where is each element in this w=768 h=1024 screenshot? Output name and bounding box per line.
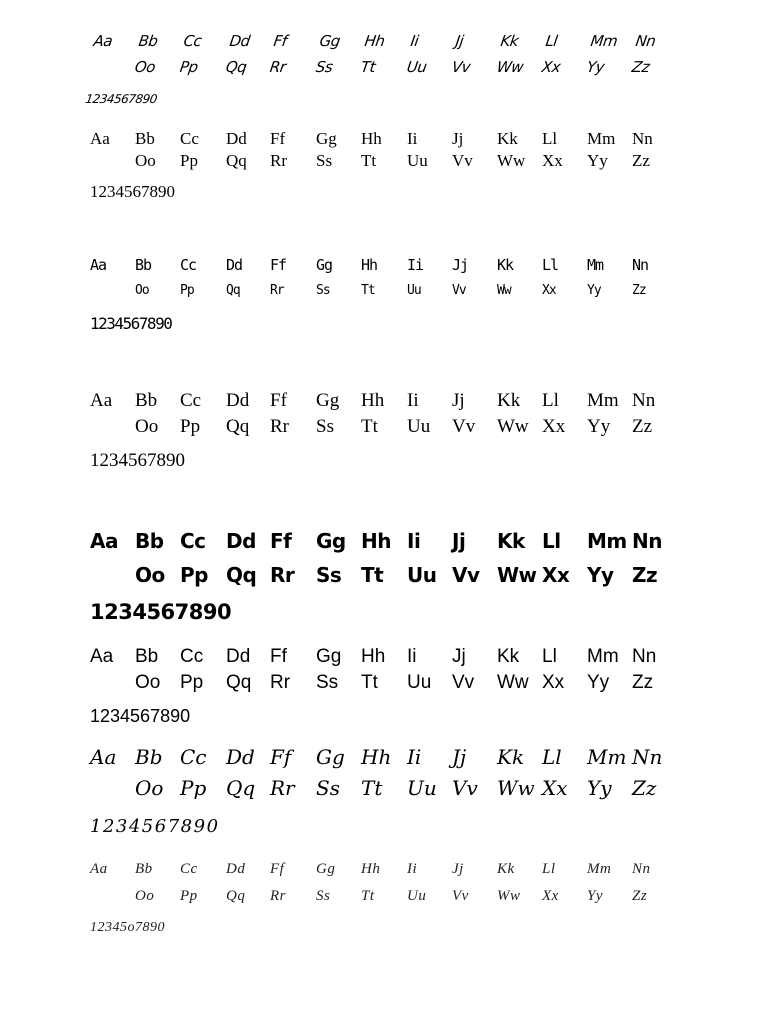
letter-pair: Ww — [497, 776, 535, 800]
letter-pair: Ll — [542, 390, 559, 411]
letter-pair: Vv — [452, 283, 466, 298]
letter-pair: Zz — [632, 776, 657, 800]
letter-pair: Aa — [90, 129, 110, 148]
letter-pair: Bb — [135, 129, 155, 148]
letter-pair: Ll — [544, 32, 559, 50]
uppercase-lowercase-row-o-z — [90, 773, 690, 804]
letter-pair: Gg — [316, 646, 342, 667]
letter-pair: Oo — [135, 776, 164, 800]
letter-pair: Aa — [90, 529, 118, 553]
letter-pair: Xx — [542, 672, 565, 693]
letter-pair: Gg — [316, 390, 340, 411]
letter-pair: Kk — [497, 129, 518, 148]
letter-pair: Dd — [226, 129, 247, 148]
letter-pair: Nn — [634, 32, 657, 50]
letter-pair: Pp — [180, 151, 198, 170]
letter-pair: Zz — [630, 58, 651, 76]
letter-pair: Aa — [90, 745, 117, 769]
letter-pair: Tt — [359, 58, 377, 76]
letter-pair: Ww — [497, 563, 537, 587]
letter-pair: Vv — [452, 151, 473, 170]
letter-pair: Rr — [270, 888, 286, 904]
letter-pair: Rr — [270, 416, 289, 437]
letter-pair: Ff — [270, 529, 292, 553]
letter-pair: Jj — [452, 745, 467, 769]
letter-pair: Yy — [587, 776, 612, 800]
letter-pair: Hh — [361, 390, 385, 411]
letter-pair: Cc — [180, 861, 198, 877]
letter-pair: Xx — [542, 776, 568, 800]
letter-pair: Hh — [361, 646, 386, 667]
letter-pair: Jj — [452, 646, 466, 667]
letter-pair: Bb — [135, 861, 153, 877]
letter-pair: Cc — [180, 129, 199, 148]
letter-pair: Ff — [272, 32, 288, 50]
letter-pair: Tt — [361, 888, 375, 904]
letter-pair: Bb — [135, 646, 159, 667]
letter-pair: Rr — [270, 151, 287, 170]
digits-row: 1234567890 — [90, 314, 172, 333]
letter-pair: Qq — [226, 416, 250, 437]
letter-pair: Yy — [587, 563, 614, 587]
uppercase-lowercase-row-a-n — [92, 28, 696, 54]
letter-pair: Kk — [497, 861, 515, 877]
letter-pair: Qq — [224, 58, 248, 76]
letter-pair: Rr — [270, 283, 284, 298]
font-specimen-1 — [85, 28, 696, 106]
letter-pair: Ww — [495, 58, 525, 76]
letter-pair: Yy — [587, 672, 610, 693]
letter-pair: Ww — [497, 283, 511, 298]
letter-pair: Nn — [632, 646, 657, 667]
uppercase-lowercase-row-a-n — [90, 388, 690, 414]
letter-pair: Vv — [450, 58, 472, 76]
letter-pair: Pp — [180, 283, 194, 298]
letter-pair: Gg — [316, 529, 346, 553]
font-specimen-4 — [90, 388, 690, 472]
letter-pair: Ii — [407, 861, 418, 877]
letter-pair: Ll — [542, 646, 557, 667]
letter-pair: Yy — [587, 151, 608, 170]
font-specimen-5 — [90, 524, 690, 624]
letter-pair: Mm — [587, 861, 612, 877]
uppercase-lowercase-row-o-z — [90, 558, 690, 592]
letter-pair: Cc — [180, 646, 204, 667]
letter-pair: Bb — [135, 745, 163, 769]
letter-pair: Ss — [314, 58, 334, 76]
letter-pair: Zz — [632, 563, 658, 587]
letter-pair: Dd — [226, 861, 246, 877]
letter-pair: Pp — [180, 888, 198, 904]
letter-pair: Tt — [361, 151, 377, 170]
letter-pair: Zz — [632, 283, 646, 298]
letter-pair: Rr — [270, 776, 295, 800]
letter-pair: Dd — [226, 390, 250, 411]
letter-pair: Oo — [135, 563, 165, 587]
letter-pair: Zz — [632, 416, 653, 437]
letter-pair: Tt — [361, 672, 378, 693]
letter-pair: Nn — [632, 390, 656, 411]
letter-pair: Uu — [407, 151, 428, 170]
letter-pair: Ii — [407, 529, 421, 553]
letter-pair: Kk — [499, 32, 520, 50]
letter-pair: Gg — [318, 32, 342, 50]
font-specimen-6 — [90, 644, 690, 727]
letter-pair: Ss — [316, 563, 342, 587]
letter-pair: Yy — [585, 58, 606, 76]
letter-pair: Zz — [632, 151, 650, 170]
uppercase-lowercase-row-o-z — [90, 278, 690, 304]
uppercase-lowercase-row-o-z — [90, 150, 690, 172]
letter-pair: Ii — [407, 256, 424, 274]
uppercase-lowercase-row-o-z — [88, 54, 692, 80]
letter-pair: Gg — [316, 129, 337, 148]
letter-pair: Kk — [497, 646, 520, 667]
letter-pair: Mm — [587, 745, 627, 769]
letter-pair: Uu — [407, 888, 427, 904]
letter-pair: Ll — [542, 256, 559, 274]
letter-pair: Ff — [270, 129, 286, 148]
letter-pair: Jj — [454, 32, 465, 50]
letter-pair: Uu — [405, 58, 428, 76]
letter-pair: Tt — [361, 776, 383, 800]
letter-pair: Ww — [497, 888, 521, 904]
letter-pair: Gg — [316, 745, 345, 769]
letter-pair: Vv — [452, 416, 476, 437]
letter-pair: Cc — [180, 390, 202, 411]
uppercase-lowercase-row-o-z — [90, 414, 690, 440]
letter-pair: Kk — [497, 256, 514, 274]
digits-row: 1234567890 — [90, 816, 220, 837]
letter-pair: Pp — [180, 776, 207, 800]
letter-pair: Ii — [407, 745, 422, 769]
letter-pair: Cc — [182, 32, 203, 50]
letter-pair: Qq — [226, 672, 252, 693]
letter-pair: Jj — [452, 256, 469, 274]
uppercase-lowercase-row-a-n — [90, 128, 690, 150]
letter-pair: Pp — [180, 563, 208, 587]
uppercase-lowercase-row-a-n — [90, 856, 690, 883]
uppercase-lowercase-row-a-n — [90, 252, 690, 278]
letter-pair: Cc — [180, 256, 197, 274]
letter-pair: Nn — [632, 529, 662, 553]
uppercase-lowercase-row-a-n — [90, 524, 690, 558]
letter-pair: Tt — [361, 283, 375, 298]
letter-pair: Oo — [135, 283, 149, 298]
letter-pair: Aa — [92, 32, 114, 50]
letter-pair: Jj — [452, 129, 464, 148]
letter-pair: Ww — [497, 672, 529, 693]
digits-row: 1234567890 — [90, 450, 185, 471]
letter-pair: Dd — [228, 32, 251, 50]
letter-pair: Ii — [409, 32, 420, 50]
letter-pair: Hh — [361, 256, 378, 274]
letter-pair: Qq — [226, 563, 257, 587]
letter-pair: Vv — [452, 888, 469, 904]
digits-row: 1234567890 — [90, 182, 175, 201]
letter-pair: Dd — [226, 745, 255, 769]
letter-pair: Rr — [270, 563, 295, 587]
letter-pair: Qq — [226, 888, 246, 904]
letter-pair: Mm — [587, 646, 619, 667]
letter-pair: Ll — [542, 861, 556, 877]
letter-pair: Hh — [361, 129, 382, 148]
letter-pair: Ii — [407, 129, 418, 148]
letter-pair: Bb — [135, 256, 152, 274]
letter-pair: Yy — [587, 416, 611, 437]
letter-pair: Qq — [226, 776, 256, 800]
letter-pair: Tt — [361, 416, 378, 437]
letter-pair: Dd — [226, 529, 256, 553]
letter-pair: Uu — [407, 416, 431, 437]
letter-pair: Uu — [407, 672, 432, 693]
letter-pair: Xx — [542, 888, 559, 904]
letter-pair: Mm — [587, 129, 616, 148]
letter-pair: Yy — [587, 888, 603, 904]
uppercase-lowercase-row-o-z — [90, 670, 690, 696]
letter-pair: Ll — [542, 129, 558, 148]
letter-pair: Xx — [542, 283, 556, 298]
letter-pair: Uu — [407, 283, 421, 298]
letter-pair: Yy — [587, 283, 601, 298]
letter-pair: Zz — [632, 672, 654, 693]
letter-pair: Bb — [137, 32, 159, 50]
letter-pair: Ss — [316, 283, 330, 298]
letter-pair: Gg — [316, 861, 336, 877]
letter-pair: Mm — [587, 390, 619, 411]
digits-row: 1234567890 — [90, 706, 191, 726]
letter-pair: Kk — [497, 529, 525, 553]
letter-pair: Oo — [135, 151, 156, 170]
letter-pair: Vv — [452, 672, 475, 693]
letter-pair: Hh — [361, 529, 391, 553]
letter-pair: Zz — [632, 888, 648, 904]
letter-pair: Rr — [270, 672, 291, 693]
letter-pair: Nn — [632, 256, 649, 274]
uppercase-lowercase-row-a-n — [90, 644, 690, 670]
letter-pair: Qq — [226, 283, 240, 298]
letter-pair: Mm — [589, 32, 619, 50]
letter-pair: Cc — [180, 529, 206, 553]
letter-pair: Aa — [90, 646, 114, 667]
letter-pair: Ff — [270, 646, 287, 667]
letter-pair: Hh — [363, 32, 386, 50]
font-specimen-3 — [90, 252, 690, 333]
letter-pair: Xx — [540, 58, 562, 76]
letter-pair: Pp — [180, 416, 201, 437]
letter-pair: Kk — [497, 745, 525, 769]
letter-pair: Uu — [407, 563, 437, 587]
letter-pair: Gg — [316, 256, 333, 274]
letter-pair: Ss — [316, 888, 331, 904]
letter-pair: Xx — [542, 151, 563, 170]
letter-pair: Aa — [90, 390, 113, 411]
letter-pair: Uu — [407, 776, 437, 800]
digits-row: 1234567890 — [84, 92, 158, 106]
letter-pair: Cc — [180, 745, 207, 769]
letter-pair: Ww — [497, 151, 526, 170]
uppercase-lowercase-row-o-z — [90, 883, 690, 910]
letter-pair: Jj — [452, 529, 466, 553]
letter-pair: Xx — [542, 416, 566, 437]
letter-pair: Dd — [226, 256, 243, 274]
letter-pair: Qq — [226, 151, 247, 170]
font-specimen-2 — [90, 128, 690, 202]
letter-pair: Oo — [135, 416, 159, 437]
digits-row: 1234567890 — [90, 600, 232, 624]
letter-pair: Vv — [452, 776, 478, 800]
letter-pair: Ii — [407, 390, 419, 411]
letter-pair: Ss — [316, 416, 334, 437]
letter-pair: Oo — [135, 672, 161, 693]
letter-pair: Mm — [587, 529, 627, 553]
font-specimen-7 — [90, 742, 690, 837]
letter-pair: Ss — [316, 151, 333, 170]
letter-pair: Ll — [542, 745, 562, 769]
letter-pair: Hh — [361, 861, 381, 877]
letter-pair: Nn — [632, 861, 651, 877]
letter-pair: Ff — [270, 390, 287, 411]
letter-pair: Aa — [90, 861, 108, 877]
letter-pair: Tt — [361, 563, 384, 587]
letter-pair: Jj — [452, 390, 465, 411]
letter-pair: Vv — [452, 563, 480, 587]
letter-pair: Ff — [270, 256, 287, 274]
letter-pair: Dd — [226, 646, 251, 667]
letter-pair: Kk — [497, 390, 521, 411]
letter-pair: Ss — [316, 672, 339, 693]
letter-pair: Bb — [135, 390, 158, 411]
letter-pair: Rr — [268, 58, 287, 76]
letter-pair: Aa — [90, 256, 107, 274]
letter-pair: Ff — [270, 745, 292, 769]
font-specimen-8 — [90, 856, 690, 936]
letter-pair: Pp — [180, 672, 204, 693]
letter-pair: Hh — [361, 745, 392, 769]
letter-pair: Ww — [497, 416, 529, 437]
letter-pair: Nn — [632, 129, 653, 148]
letter-pair: Ff — [270, 861, 285, 877]
digits-row: 12345o7890 — [90, 920, 165, 935]
letter-pair: Xx — [542, 563, 570, 587]
letter-pair: Oo — [133, 58, 157, 76]
letter-pair: Nn — [632, 745, 663, 769]
letter-pair: Pp — [178, 58, 199, 76]
letter-pair: Oo — [135, 888, 155, 904]
letter-pair: Ll — [542, 529, 561, 553]
uppercase-lowercase-row-a-n — [90, 742, 690, 773]
letter-pair: Ii — [407, 646, 417, 667]
letter-pair: Ss — [316, 776, 340, 800]
letter-pair: Jj — [452, 861, 464, 877]
letter-pair: Bb — [135, 529, 164, 553]
letter-pair: Mm — [587, 256, 604, 274]
